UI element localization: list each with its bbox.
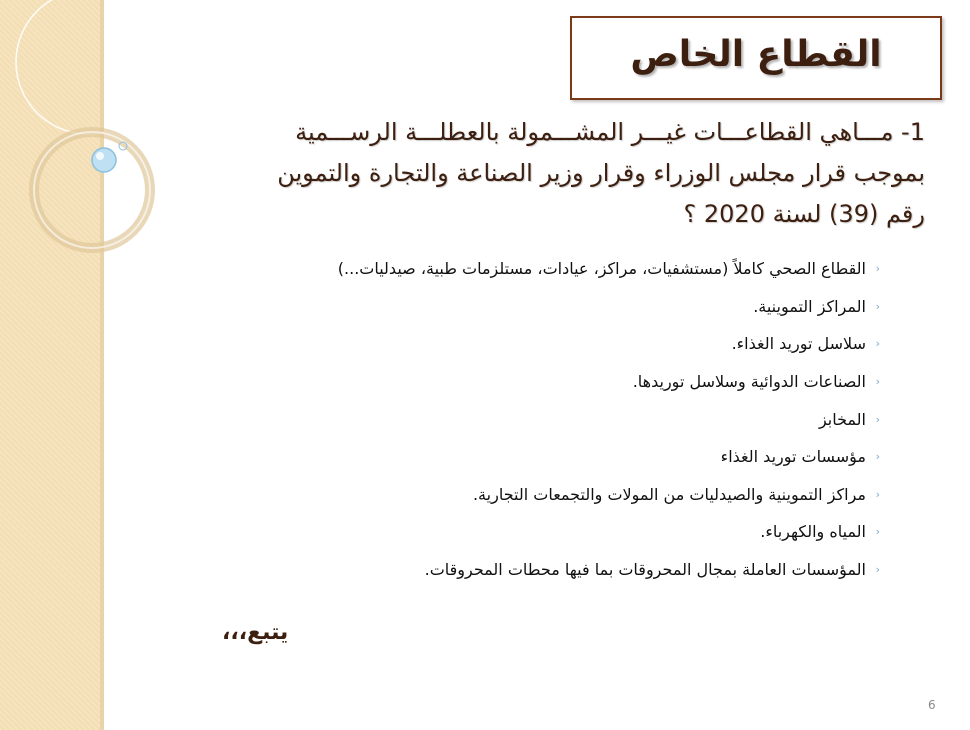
list-item-text: المؤسسات العاملة بمجال المحروقات بما فيها محطات المحروقات. [424, 560, 866, 580]
chevron-bullet-icon: ‹ [875, 487, 880, 501]
list-item [230, 250, 880, 288]
chevron-bullet-icon: ‹ [875, 412, 880, 426]
question-line-3: رقم (39) لسنة 2020 ؟ [683, 200, 925, 228]
chevron-bullet-icon: ‹ [875, 262, 880, 276]
list-item [230, 400, 880, 438]
list-item-text: القطاع الصحي كاملاً (مستشفيات، مراكز، عيادات، مستلزمات طبية، صيدليات...) [337, 259, 866, 279]
question-line-1: 1- مـــاهي القطاعـــات غيـــر المشـــمولة بالعطلـــة الرســـمية [295, 118, 925, 146]
chevron-bullet-icon: ‹ [875, 337, 880, 351]
page-number: 6 [928, 698, 936, 712]
sector-list [230, 250, 880, 588]
blue-bubble-icon [92, 148, 116, 172]
continue-text: يتبع،،، [222, 620, 289, 645]
title-box [570, 16, 942, 100]
list-item-text: مؤسسات توريد الغذاء [720, 447, 866, 467]
list-item [230, 363, 880, 401]
list-item-text: المياه والكهرباء. [760, 522, 866, 542]
question-text [150, 112, 925, 235]
list-item [230, 513, 880, 551]
chevron-bullet-icon: ‹ [875, 299, 880, 313]
list-item-text: الصناعات الدوائية وسلاسل توريدها. [632, 372, 866, 392]
list-item-text: مراكز التموينية والصيدليات من المولات والتجمعات التجارية. [472, 484, 866, 504]
chevron-bullet-icon: ‹ [875, 563, 880, 577]
chevron-bullet-icon: ‹ [875, 375, 880, 389]
list-item [230, 476, 880, 514]
chevron-bullet-icon: ‹ [875, 525, 880, 539]
list-item [230, 438, 880, 476]
list-item-text: المخابز [818, 409, 866, 429]
slide-title: القطاع الخاص [630, 34, 882, 75]
list-item [230, 288, 880, 326]
list-item [230, 551, 880, 589]
list-item-text: المراكز التموينية. [753, 296, 866, 316]
chevron-bullet-icon: ‹ [875, 450, 880, 464]
list-item [230, 325, 880, 363]
list-item-text: سلاسل توريد الغذاء. [731, 334, 866, 354]
question-line-2: بموجب قرار مجلس الوزراء وقرار وزير الصناعة والتجارة والتموين [277, 159, 925, 187]
